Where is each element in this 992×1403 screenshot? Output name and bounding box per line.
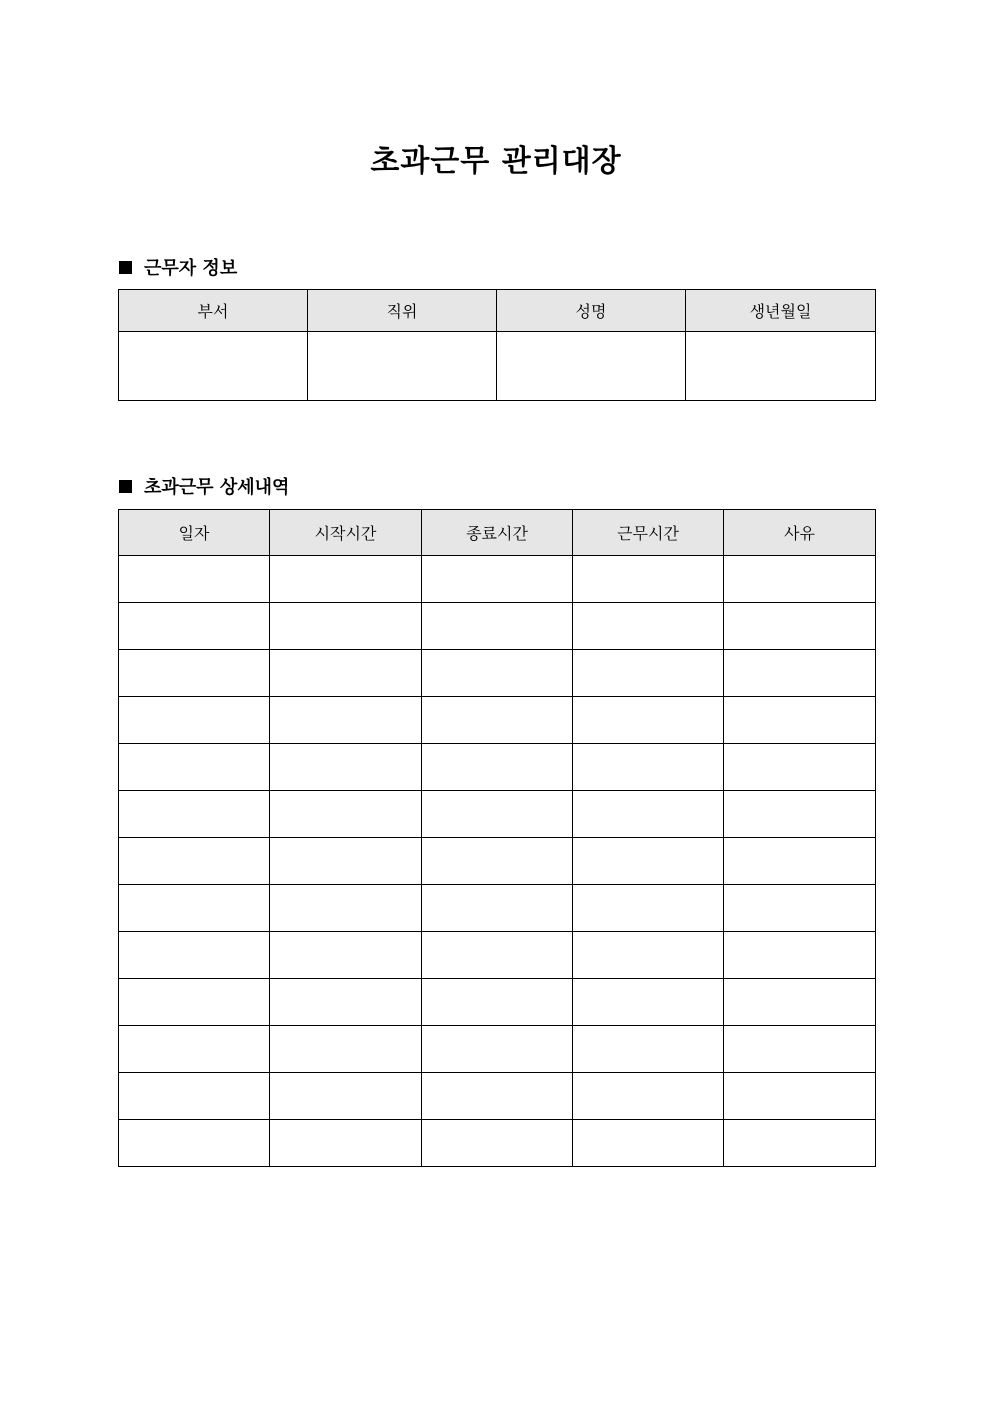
header-department: 부서 [119, 290, 308, 332]
table-row [119, 332, 876, 401]
cell-reason[interactable] [724, 1073, 876, 1120]
table-row [119, 885, 876, 932]
cell-start-time[interactable] [270, 744, 422, 791]
table-row [119, 1026, 876, 1073]
cell-position[interactable] [308, 332, 497, 401]
cell-end-time[interactable] [422, 885, 573, 932]
header-start-time: 시작시간 [270, 510, 422, 556]
cell-date[interactable] [119, 603, 270, 650]
detail-table-body [119, 556, 876, 1167]
square-bullet-icon [119, 480, 132, 493]
cell-reason[interactable] [724, 697, 876, 744]
worker-info-table [118, 289, 876, 401]
table-header-row [119, 290, 876, 332]
header-work-hours: 근무시간 [573, 510, 724, 556]
cell-reason[interactable] [724, 791, 876, 838]
cell-start-time[interactable] [270, 1120, 422, 1167]
cell-date[interactable] [119, 744, 270, 791]
square-bullet-icon [119, 261, 132, 274]
cell-start-time[interactable] [270, 650, 422, 697]
cell-reason[interactable] [724, 1026, 876, 1073]
cell-date[interactable] [119, 979, 270, 1026]
table-header-row [119, 510, 876, 556]
cell-work-hours[interactable] [573, 556, 724, 603]
table-row [119, 556, 876, 603]
table-row [119, 744, 876, 791]
table-row [119, 697, 876, 744]
cell-work-hours[interactable] [573, 1073, 724, 1120]
cell-work-hours[interactable] [573, 744, 724, 791]
header-end-time: 종료시간 [422, 510, 573, 556]
table-row [119, 791, 876, 838]
cell-date[interactable] [119, 1120, 270, 1167]
page-title: 초과근무 관리대장 [370, 144, 622, 179]
cell-end-time[interactable] [422, 1026, 573, 1073]
cell-end-time[interactable] [422, 650, 573, 697]
cell-work-hours[interactable] [573, 1120, 724, 1167]
cell-start-time[interactable] [270, 603, 422, 650]
cell-work-hours[interactable] [573, 791, 724, 838]
cell-start-time[interactable] [270, 838, 422, 885]
cell-start-time[interactable] [270, 932, 422, 979]
cell-start-time[interactable] [270, 1026, 422, 1073]
cell-reason[interactable] [724, 885, 876, 932]
cell-start-time[interactable] [270, 1073, 422, 1120]
cell-start-time[interactable] [270, 697, 422, 744]
cell-date[interactable] [119, 838, 270, 885]
cell-end-time[interactable] [422, 838, 573, 885]
cell-end-time[interactable] [422, 603, 573, 650]
cell-end-time[interactable] [422, 744, 573, 791]
cell-reason[interactable] [724, 603, 876, 650]
section-heading-label: 근무자 정보 [144, 258, 238, 279]
table-row [119, 1073, 876, 1120]
cell-work-hours[interactable] [573, 1026, 724, 1073]
cell-work-hours[interactable] [573, 603, 724, 650]
cell-date[interactable] [119, 932, 270, 979]
cell-end-time[interactable] [422, 1120, 573, 1167]
cell-date[interactable] [119, 650, 270, 697]
cell-reason[interactable] [724, 556, 876, 603]
cell-reason[interactable] [724, 744, 876, 791]
cell-end-time[interactable] [422, 791, 573, 838]
table-row [119, 932, 876, 979]
cell-start-time[interactable] [270, 556, 422, 603]
cell-start-time[interactable] [270, 979, 422, 1026]
cell-end-time[interactable] [422, 979, 573, 1026]
header-date: 일자 [119, 510, 270, 556]
cell-end-time[interactable] [422, 556, 573, 603]
section-heading-label: 초과근무 상세내역 [144, 477, 290, 498]
header-birthdate: 생년월일 [686, 290, 876, 332]
cell-end-time[interactable] [422, 932, 573, 979]
section-heading-overtime-detail [119, 473, 289, 499]
cell-date[interactable] [119, 1073, 270, 1120]
cell-date[interactable] [119, 556, 270, 603]
header-reason: 사유 [724, 510, 876, 556]
cell-work-hours[interactable] [573, 932, 724, 979]
cell-reason[interactable] [724, 1120, 876, 1167]
cell-work-hours[interactable] [573, 697, 724, 744]
cell-reason[interactable] [724, 979, 876, 1026]
cell-reason[interactable] [724, 932, 876, 979]
cell-date[interactable] [119, 791, 270, 838]
section-heading-worker-info [119, 254, 237, 280]
table-row [119, 1120, 876, 1167]
table-row [119, 979, 876, 1026]
cell-start-time[interactable] [270, 885, 422, 932]
cell-department[interactable] [119, 332, 308, 401]
cell-work-hours[interactable] [573, 650, 724, 697]
cell-reason[interactable] [724, 838, 876, 885]
cell-work-hours[interactable] [573, 838, 724, 885]
cell-date[interactable] [119, 1026, 270, 1073]
cell-end-time[interactable] [422, 1073, 573, 1120]
table-row [119, 603, 876, 650]
header-name: 성명 [497, 290, 686, 332]
cell-date[interactable] [119, 885, 270, 932]
cell-work-hours[interactable] [573, 979, 724, 1026]
overtime-detail-table [118, 509, 876, 1167]
cell-name[interactable] [497, 332, 686, 401]
cell-end-time[interactable] [422, 697, 573, 744]
cell-date[interactable] [119, 697, 270, 744]
table-row [119, 650, 876, 697]
cell-reason[interactable] [724, 650, 876, 697]
cell-birthdate[interactable] [686, 332, 876, 401]
cell-start-time[interactable] [270, 791, 422, 838]
cell-work-hours[interactable] [573, 885, 724, 932]
table-row [119, 838, 876, 885]
header-position: 직위 [308, 290, 497, 332]
